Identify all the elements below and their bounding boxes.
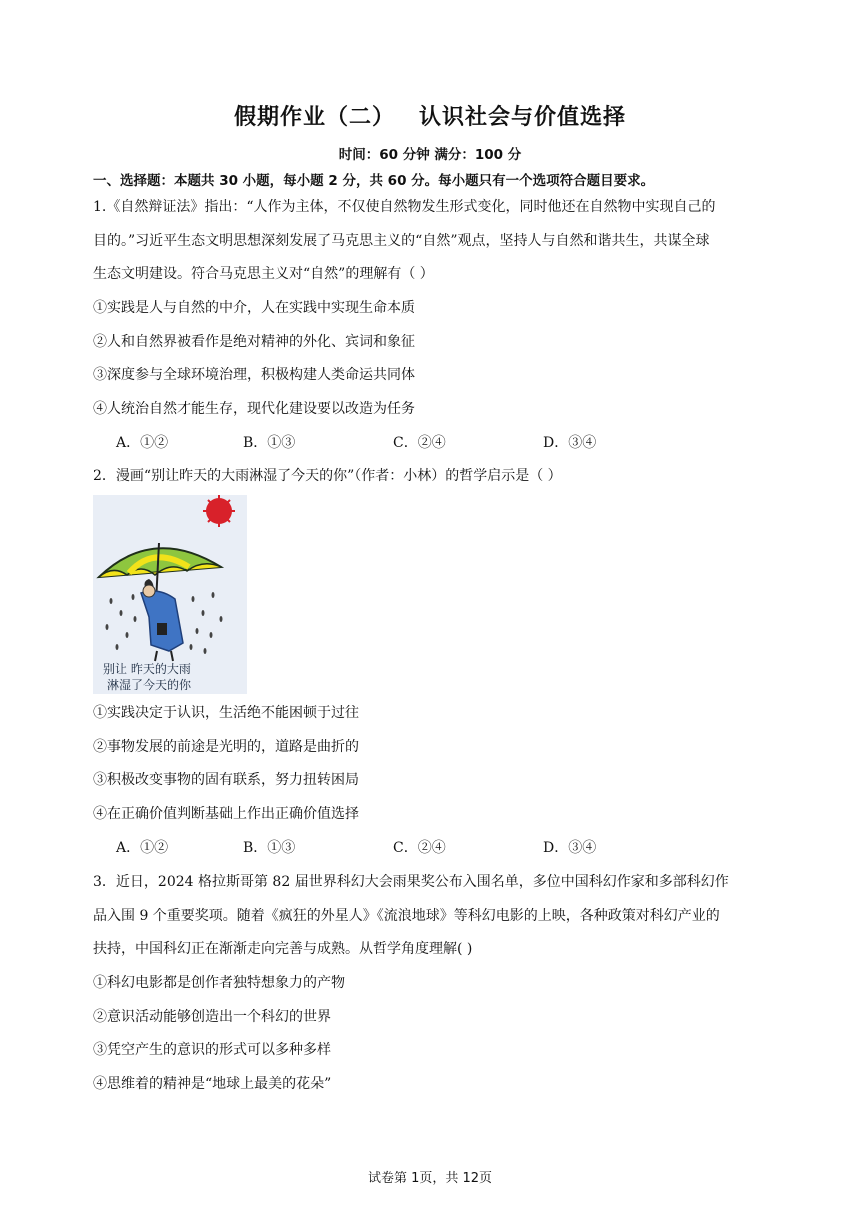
figure-icon (141, 579, 183, 661)
q1-statement-2: ②人和自然界被看作是绝对精神的外化、宾词和象征 (93, 334, 415, 350)
q1-option-b[interactable]: B．①③ (243, 435, 296, 451)
q2-option-c[interactable]: C．②④ (393, 840, 446, 856)
q2-statement-1: ①实践决定于认识，生活绝不能困顿于过往 (93, 705, 359, 721)
q1-statement-1: ①实践是人与自然的中介，人在实践中实现生命本质 (93, 300, 415, 316)
q3-statement-2: ②意识活动能够创造出一个科幻的世界 (93, 1009, 331, 1025)
q1-stem-line-3: 生态文明建设。符合马克思主义对“自然”的理解有（ ） (93, 266, 434, 282)
q2-stem-line-1: 2．漫画“别让昨天的大雨淋湿了今天的你”（作者：小林）的哲学启示是（ ） (93, 468, 562, 484)
q3-stem-line-3: 扶持，中国科幻正在渐渐走向完善与成熟。从哲学角度理解( ) (93, 941, 473, 957)
q1-stem-line-2: 目的。”习近平生态文明思想深刻发展了马克思主义的“自然”观点，坚持人与自然和谐共生，共谋全球 (93, 233, 710, 249)
q1-option-a[interactable]: A．①② (116, 435, 169, 451)
q3-statement-3: ③凭空产生的意识的形式可以多种多样 (93, 1042, 331, 1058)
exam-time-score: 时间：60 分钟 满分：100 分 (338, 147, 522, 163)
q2-option-b[interactable]: B．①③ (243, 840, 296, 856)
q3-stem-line-2: 品入围 9 个重要奖项。随着《疯狂的外星人》《流浪地球》等科幻电影的上映，各种政策对科幻产业的 (93, 908, 720, 924)
q2-option-d[interactable]: D．③④ (543, 840, 597, 856)
section-heading: 一、选择题：本题共 30 小题，每小题 2 分，共 60 分。每小题只有一个选项符合题目要求。 (93, 173, 655, 189)
q1-stem-line-1: 1.《自然辩证法》指出：“人作为主体，不仅使自然物发生形式变化，同时他还在自然物中实现自己的 (93, 199, 716, 215)
q2-statement-2: ②事物发展的前途是光明的，道路是曲折的 (93, 739, 359, 755)
red-sun-icon (203, 495, 235, 527)
q1-option-c[interactable]: C．②④ (393, 435, 446, 451)
title-part1: 假期作业（二） (233, 105, 395, 130)
q3-statement-1: ①科幻电影都是创作者独特想象力的产物 (93, 975, 345, 991)
title-part2: 认识社会与价值选择 (419, 105, 627, 130)
q2-statement-4: ④在正确价值判断基础上作出正确价值选择 (93, 806, 359, 822)
page-footer: 试卷第 1页，共 12页 (367, 1171, 493, 1186)
q3-stem-line-1: 3．近日，2024 格拉斯哥第 82 届世界科幻大会雨果奖公布入围名单，多位中国科幻作家和多部科幻作 (93, 874, 729, 890)
q1-statement-3: ③深度参与全球环境治理，积极构建人类命运共同体 (93, 367, 415, 383)
cartoon-caption-line-1: 别让 昨天的大雨 (103, 662, 191, 676)
page-title (0, 100, 860, 131)
q2-statement-3: ③积极改变事物的固有联系，努力扭转困局 (93, 772, 359, 788)
cartoon-image (93, 495, 247, 694)
q1-statement-4: ④人统治自然才能生存，现代化建设要以改造为任务 (93, 401, 415, 417)
q2-option-a[interactable]: A．①② (116, 840, 169, 856)
q1-option-d[interactable]: D．③④ (543, 435, 597, 451)
cartoon-caption-line-2: 淋湿了今天的你 (107, 678, 192, 692)
q3-statement-4: ④思维着的精神是“地球上最美的花朵” (93, 1076, 332, 1092)
